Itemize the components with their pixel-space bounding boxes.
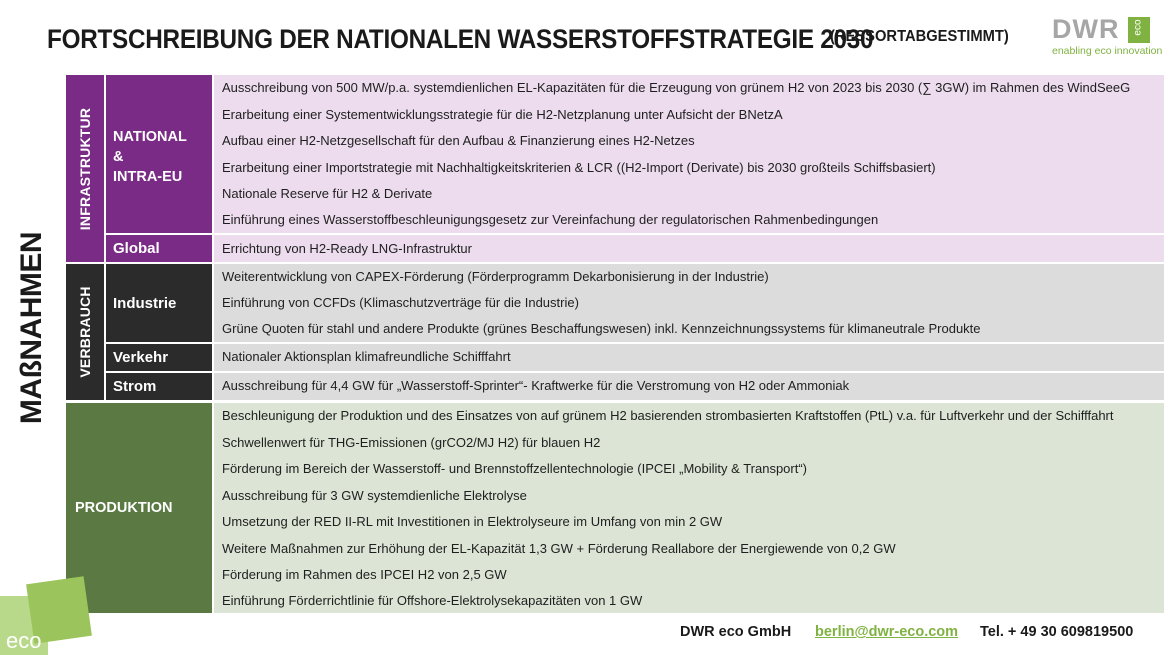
subcategory-strom-label: Strom (113, 378, 157, 395)
logo-eco: eco (1132, 19, 1144, 36)
list-item: Grüne Quoten für stahl und andere Produkte (grünes Beschaffungswesen) inkl. Kennzeichnungssystems für klimaneutrale Produkte (222, 321, 981, 336)
subcategory-global-label: Global (113, 240, 160, 257)
list-item: Weiterentwicklung von CAPEX-Förderung (Förderprogramm Dekarbonisierung in der Industrie) (222, 269, 769, 284)
footer-eco-text: eco (6, 628, 42, 653)
list-item: Aufbau einer H2-Netzgesellschaft für den Aufbau & Finanzierung eines H2-Netzes (222, 133, 695, 148)
list-item: Einführung Förderrichtlinie für Offshore-Elektrolysekapazitäten von 1 GW (222, 593, 643, 608)
strom-items (214, 373, 1164, 400)
side-label-text: MAßNAHMEN (15, 231, 48, 425)
subcategory-national-line2: & (113, 149, 124, 165)
produktion-items (214, 403, 1164, 613)
category-verbrauch-label: VERBRAUCH (77, 286, 93, 378)
list-item: Erarbeitung einer Systementwicklungsstrategie für die H2-Netzplanung unter Aufsicht der BNetzA (222, 107, 783, 122)
category-verbrauch (66, 264, 104, 400)
logo-tagline: enabling eco innovation (1052, 45, 1163, 57)
subcategory-verkehr (106, 344, 212, 371)
list-item: Ausschreibung für 3 GW systemdienliche Elektrolyse (222, 488, 527, 503)
footer-email-link[interactable]: berlin@dwr-eco.com (815, 624, 959, 640)
section-infrastruktur (66, 75, 1164, 262)
subcategory-national-line3: INTRA-EU (113, 169, 183, 185)
list-item: Umsetzung der RED II-RL mit Investitionen in Elektrolyseure im Umfang von min 2 GW (222, 514, 723, 529)
subcategory-industrie-label: Industrie (113, 295, 177, 312)
subcategory-industrie (106, 264, 212, 342)
list-item: Ausschreibung von 500 MW/p.a. systemdienlichen EL-Kapazitäten für die Erzeugung von grünem H2 von 2023 bis 2030 (∑ 3GW) im Rahmen des WindSeeG (222, 80, 1131, 95)
logo-word: DWR (1052, 14, 1120, 44)
subcategory-global (106, 235, 212, 262)
list-item: Nationale Reserve für H2 & Derivate (222, 186, 433, 201)
category-produktion-label: PRODUKTION (75, 500, 173, 516)
subcategory-verkehr-label: Verkehr (113, 349, 169, 366)
list-item: Förderung im Bereich der Wasserstoff- und Brennstoffzellentechnologie (IPCEI „Mobility & Transport“) (222, 461, 808, 476)
national-items (214, 75, 1164, 233)
list-item: Beschleunigung der Produktion und des Einsatzes von auf grünem H2 basierenden strombasierten Kraftstoffen (PtL) v.a. für Luftverkehr und der Schifffahrt (222, 408, 1114, 423)
global-items (214, 235, 1164, 262)
verkehr-items (214, 344, 1164, 371)
list-item: Erarbeitung einer Importstrategie mit Nachhaltigkeitskriterien & LCR ((H2-Import (Derivate) bis 2030 großteils Schiffsbasiert) (222, 160, 936, 175)
industrie-items (214, 264, 1164, 342)
category-produktion (66, 403, 212, 613)
page-title: FORTSCHREIBUNG DER NATIONALEN WASSERSTOFFSTRATEGIE 2030 (47, 24, 874, 54)
subcategory-national-line1: NATIONAL (113, 129, 187, 145)
page-subtitle: (RESSORTABGESTIMMT) (830, 28, 1009, 45)
section-verbrauch (66, 264, 1164, 400)
category-infrastruktur-label: INFRASTRUKTUR (77, 107, 93, 230)
dwr-logo (1052, 14, 1163, 58)
section-produktion (66, 403, 1164, 613)
subcategory-national (106, 75, 212, 233)
side-label (12, 228, 52, 428)
footer-company: DWR eco GmbH (680, 624, 792, 640)
footer-phone: Tel. + 49 30 609819500 (980, 624, 1134, 640)
list-item: Einführung von CCFDs (Klimaschutzverträge für die Industrie) (222, 295, 579, 310)
list-item: Errichtung von H2-Ready LNG-Infrastruktur (222, 241, 472, 256)
subcategory-strom (106, 373, 212, 400)
list-item: Nationaler Aktionsplan klimafreundliche Schifffahrt (222, 349, 511, 364)
list-item: Schwellenwert für THG-Emissionen (grCO2/MJ H2) für blauen H2 (222, 435, 601, 450)
list-item: Einführung eines Wasserstoffbeschleunigungsgesetz zur Vereinfachung der regulatorischen Rahmenbedingungen (222, 212, 879, 227)
list-item: Förderung im Rahmen des IPCEI H2 von 2,5 GW (222, 567, 507, 582)
list-item: Ausschreibung für 4,4 GW für „Wasserstoff-Sprinter“- Kraftwerke für die Verstromung von H2 oder Ammoniak (222, 378, 850, 393)
category-infrastruktur (66, 75, 104, 262)
list-item: Weitere Maßnahmen zur Erhöhung der EL-Kapazität 1,3 GW + Förderung Reallabore der Energiewende von 0,2 GW (222, 541, 896, 556)
